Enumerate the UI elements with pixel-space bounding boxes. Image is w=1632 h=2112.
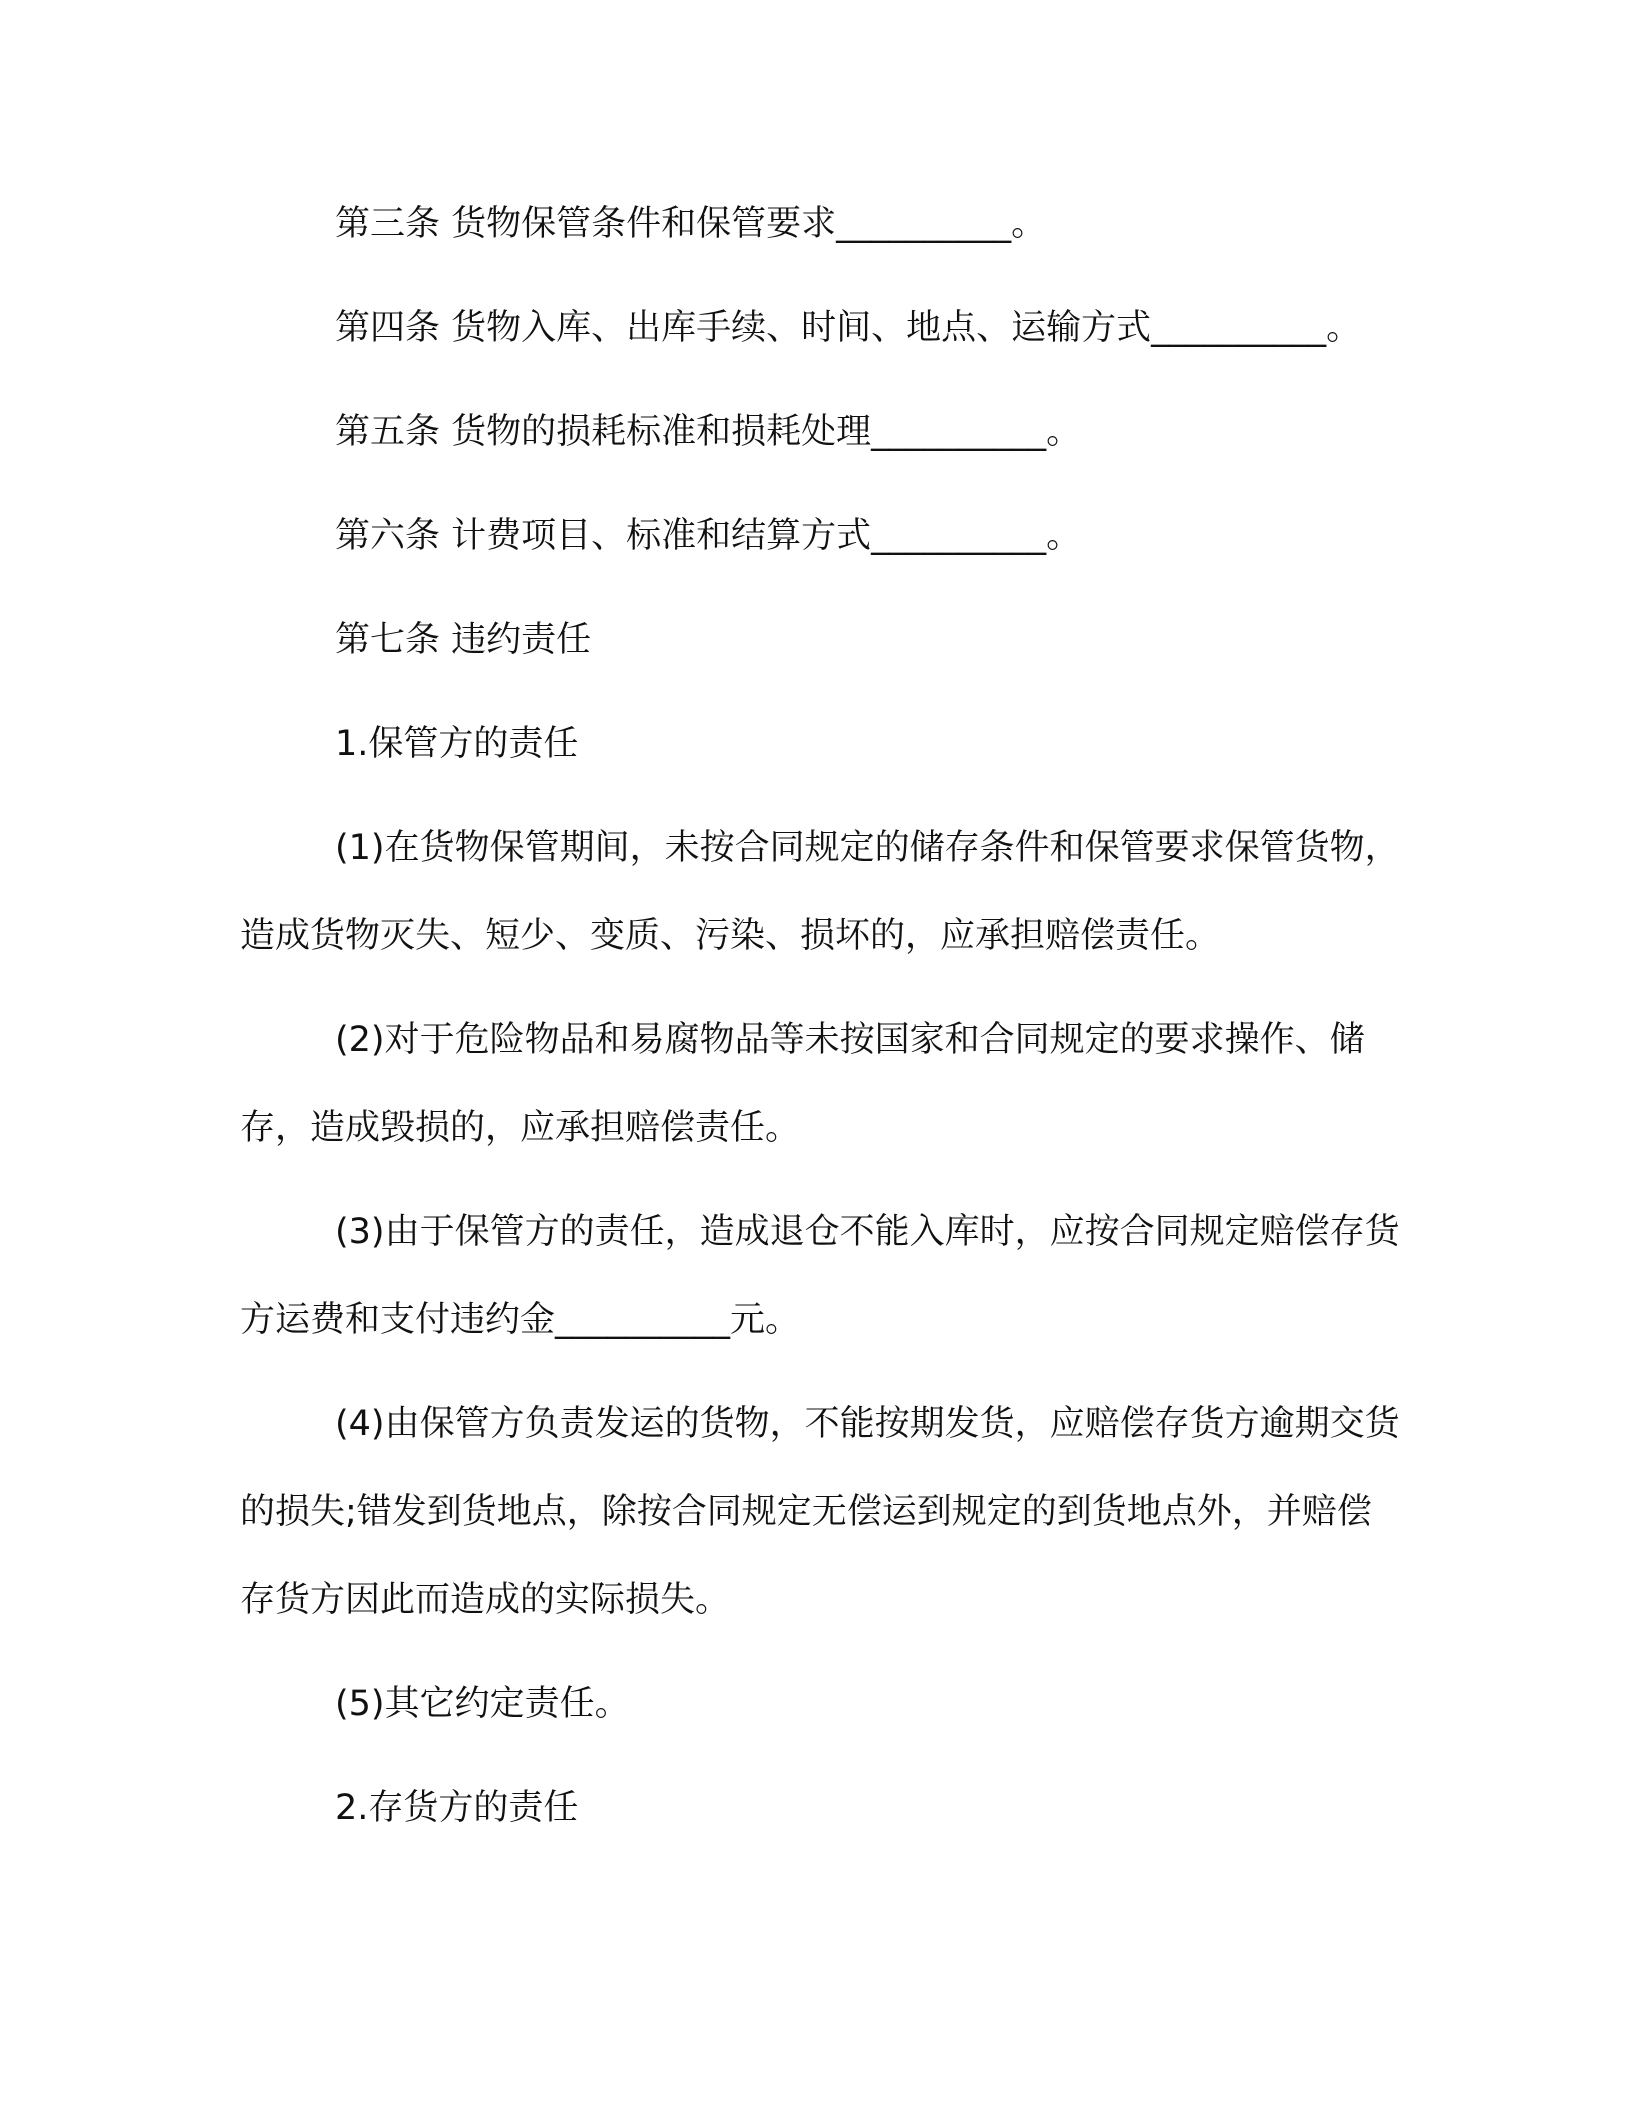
item-3-paragraph: (3)由于保管方的责任，造成退仓不能入库时，应按合同规定赔偿存货方运费和支付违约金__________元。 (240, 1212, 1400, 1340)
article-6-paragraph: 第六条 计费项目、标准和结算方式__________。 (335, 516, 1082, 556)
article-4-paragraph: 第四条 货物入库、出库手续、时间、地点、运输方式__________。 (335, 308, 1362, 348)
section-2-heading: 2.存货方的责任 (335, 1788, 579, 1828)
article-7-heading: 第七条 违约责任 (335, 620, 592, 660)
article-5-paragraph: 第五条 货物的损耗标准和损耗处理__________。 (335, 412, 1082, 452)
item-4-paragraph: (4)由保管方负责发运的货物，不能按期发货，应赔偿存货方逾期交货的损失;错发到货地点，除按合同规定无偿运到规定的到货地点外，并赔偿存货方因此而造成的实际损失。 (240, 1404, 1400, 1620)
item-1-paragraph: (1)在货物保管期间，未按合同规定的储存条件和保管要求保管货物，造成货物灭失、短少、变质、污染、损坏的，应承担赔偿责任。 (240, 828, 1400, 956)
article-3-paragraph: 第三条 货物保管条件和保管要求__________。 (335, 204, 1047, 244)
document-page (240, 180, 1400, 1868)
section-1-heading: 1.保管方的责任 (335, 724, 579, 764)
item-2-paragraph: (2)对于危险物品和易腐物品等未按国家和合同规定的要求操作、储存，造成毁损的，应承担赔偿责任。 (240, 1020, 1365, 1148)
item-5-paragraph: (5)其它约定责任。 (335, 1684, 630, 1724)
